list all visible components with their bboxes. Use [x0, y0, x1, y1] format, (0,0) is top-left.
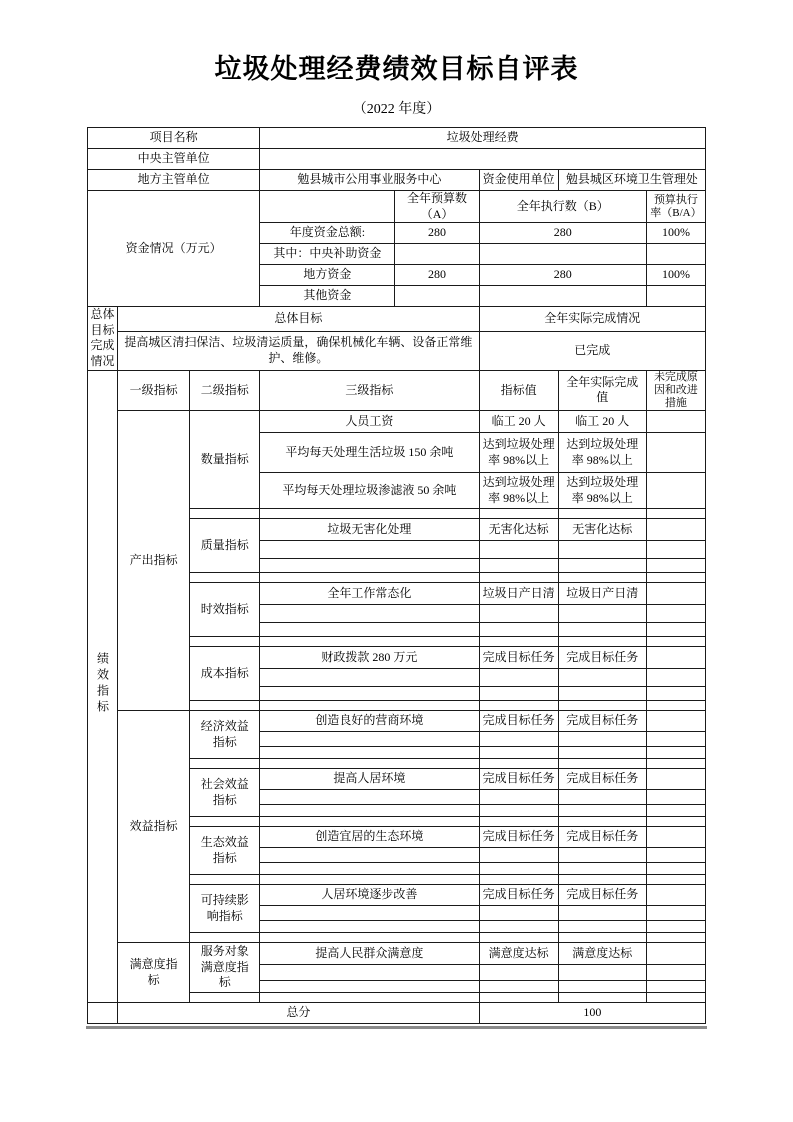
empty-cell	[479, 623, 558, 637]
level1-satisfaction: 满意度指标	[118, 943, 190, 1003]
empty-cell	[260, 759, 479, 769]
empty-cell	[558, 669, 646, 687]
empty-cell	[479, 637, 558, 647]
empty-cell	[646, 605, 705, 623]
empty-cell	[646, 732, 705, 747]
value-cell: 达到垃圾处理率 98%以上	[479, 473, 558, 509]
level2-cost: 成本指标	[190, 647, 260, 701]
empty-cell	[646, 817, 705, 827]
empty-cell	[558, 605, 646, 623]
empty-cell	[646, 906, 705, 921]
empty-cell	[260, 906, 479, 921]
value-cell: 完成目标任务	[479, 769, 558, 790]
empty-cell	[558, 805, 646, 817]
funds-row-label: 地方资金	[260, 265, 395, 286]
overall-goal-table	[87, 306, 706, 370]
empty-cell	[260, 605, 479, 623]
overall-actual-header: 全年实际完成情况	[479, 307, 705, 331]
level1-benefit: 效益指标	[118, 711, 190, 943]
empty-cell	[479, 964, 558, 980]
empty-cell	[260, 747, 479, 759]
overall-actual-text: 已完成	[479, 331, 705, 370]
actual-cell: 完成目标任务	[558, 647, 646, 669]
total-score-label: 总分	[118, 1003, 480, 1024]
value-cell: 无害化达标	[479, 519, 558, 541]
empty-cell	[646, 790, 705, 805]
empty-cell	[260, 669, 479, 687]
empty-cell	[479, 805, 558, 817]
empty-cell	[479, 993, 558, 1003]
empty-cell	[646, 980, 705, 992]
empty-cell	[260, 848, 479, 863]
actual-cell: 完成目标任务	[558, 827, 646, 848]
overall-goal-header: 总体目标	[118, 307, 480, 331]
empty-cell	[479, 669, 558, 687]
empty-cell	[646, 573, 705, 583]
empty-cell	[646, 637, 705, 647]
empty-cell	[479, 980, 558, 992]
empty-cell	[646, 541, 705, 559]
empty-cell	[646, 747, 705, 759]
level3-cell: 全年工作常态化	[260, 583, 479, 605]
empty-cell	[558, 921, 646, 933]
empty-cell	[646, 875, 705, 885]
executed-value	[479, 286, 646, 307]
funds-col-budget: 全年预算数（A）	[395, 191, 479, 223]
empty-cell	[479, 817, 558, 827]
empty-cell	[479, 790, 558, 805]
level2-ecological: 生态效益指标	[190, 827, 260, 875]
empty-cell	[558, 541, 646, 559]
header-note: 未完成原因和改进措施	[646, 370, 705, 411]
empty-cell	[646, 863, 705, 875]
empty-cell	[646, 964, 705, 980]
funds-row-label: 其他资金	[260, 286, 395, 307]
empty-cell	[479, 863, 558, 875]
header-level3: 三级指标	[260, 370, 479, 411]
empty-cell	[646, 509, 705, 519]
actual-cell: 临工 20 人	[558, 411, 646, 433]
empty-cell	[558, 875, 646, 885]
empty-cell	[190, 573, 260, 583]
empty-cell	[260, 993, 479, 1003]
level2-economic: 经济效益指标	[190, 711, 260, 759]
actual-cell: 达到垃圾处理率 98%以上	[558, 473, 646, 509]
rate-value	[646, 286, 705, 307]
empty-cell	[190, 509, 260, 519]
executed-value: 280	[479, 265, 646, 286]
note-cell	[646, 411, 705, 433]
note-cell	[646, 583, 705, 605]
local-unit-label: 地方主管单位	[88, 170, 260, 191]
level2-social: 社会效益指标	[190, 769, 260, 817]
rate-value: 100%	[646, 223, 705, 244]
empty-cell	[646, 933, 705, 943]
level2-sustainability: 可持续影响指标	[190, 885, 260, 933]
indicator-row	[88, 711, 706, 732]
level2-quantity: 数量指标	[190, 411, 260, 509]
header-level2: 二级指标	[190, 370, 260, 411]
overall-content-row	[88, 331, 706, 370]
value-cell: 满意度达标	[479, 943, 558, 965]
empty-cell	[190, 875, 260, 885]
empty-cell	[190, 817, 260, 827]
empty-cell	[558, 863, 646, 875]
empty-cell	[558, 980, 646, 992]
empty-cell	[260, 509, 479, 519]
budget-value: 280	[395, 265, 479, 286]
empty-cell	[479, 759, 558, 769]
overall-section-label: 总体目标完成情况	[88, 307, 118, 370]
funds-row-label: 其中：中央补助资金	[260, 244, 395, 265]
empty-cell	[646, 759, 705, 769]
level2-service-satisfaction: 服务对象满意度指标	[190, 943, 260, 993]
empty-cell	[260, 559, 479, 573]
empty-cell	[479, 875, 558, 885]
indicators-header-row	[88, 370, 706, 411]
empty-cell	[190, 933, 260, 943]
value-cell: 完成目标任务	[479, 827, 558, 848]
indicator-row	[88, 411, 706, 433]
value-cell: 达到垃圾处理率 98%以上	[479, 433, 558, 473]
page-title: 垃圾处理经费绩效目标自评表	[214, 54, 579, 84]
note-cell	[646, 943, 705, 965]
empty-cell	[479, 687, 558, 701]
empty-cell	[190, 993, 260, 1003]
funds-col-rate: 预算执行率（B/A）	[646, 191, 705, 223]
central-unit-row	[88, 149, 706, 170]
level3-cell: 人员工资	[260, 411, 479, 433]
level3-cell: 创造良好的营商环境	[260, 711, 479, 732]
empty-cell	[260, 623, 479, 637]
header-value: 指标值	[479, 370, 558, 411]
header-actual: 全年实际完成值	[558, 370, 646, 411]
note-cell	[646, 827, 705, 848]
empty-cell	[558, 848, 646, 863]
funds-header-row	[88, 191, 706, 223]
empty-cell	[646, 559, 705, 573]
note-cell	[646, 885, 705, 906]
empty-cell	[260, 817, 479, 827]
empty-cell	[558, 747, 646, 759]
central-unit-value	[260, 149, 706, 170]
actual-cell: 垃圾日产日清	[558, 583, 646, 605]
value-cell: 垃圾日产日清	[479, 583, 558, 605]
empty-cell	[558, 509, 646, 519]
executed-value: 280	[479, 223, 646, 244]
rate-value: 100%	[646, 265, 705, 286]
empty-cell	[479, 848, 558, 863]
rate-value	[646, 244, 705, 265]
empty-cell	[646, 993, 705, 1003]
actual-cell: 完成目标任务	[558, 711, 646, 732]
empty-cell	[646, 701, 705, 711]
indicator-row	[88, 943, 706, 965]
empty-cell	[479, 732, 558, 747]
overall-goal-text: 提高城区清扫保洁、垃圾清运质量，确保机械化车辆、设备正常维护、维修。	[118, 331, 480, 370]
empty-cell	[558, 732, 646, 747]
funds-table	[87, 190, 706, 307]
page-subtitle: （2022 年度）	[352, 102, 441, 118]
budget-value	[395, 286, 479, 307]
empty-cell	[260, 933, 479, 943]
empty-cell	[260, 863, 479, 875]
empty-cell	[190, 637, 260, 647]
level3-cell: 人居环境逐步改善	[260, 885, 479, 906]
funds-section-label: 资金情况（万元）	[88, 191, 260, 307]
info-table	[87, 127, 706, 191]
local-unit-row	[88, 170, 706, 191]
level3-cell: 平均每天处理生活垃圾 150 余吨	[260, 433, 479, 473]
note-cell	[646, 519, 705, 541]
empty-cell	[558, 573, 646, 583]
empty-cell	[260, 701, 479, 711]
local-unit-value: 勉县城市公用事业服务中心	[260, 170, 479, 191]
value-cell: 完成目标任务	[479, 885, 558, 906]
empty-cell	[558, 687, 646, 701]
level3-cell: 平均每天处理垃圾渗滤液 50 余吨	[260, 473, 479, 509]
empty-cell	[479, 701, 558, 711]
empty-cell	[260, 191, 395, 223]
empty-cell	[646, 623, 705, 637]
executed-value	[479, 244, 646, 265]
empty-cell	[260, 980, 479, 992]
empty-cell	[260, 790, 479, 805]
level2-quality: 质量指标	[190, 519, 260, 573]
level1-output: 产出指标	[118, 411, 190, 711]
indicators-table	[87, 370, 706, 1003]
empty-cell	[479, 906, 558, 921]
empty-cell	[260, 573, 479, 583]
indicators-section-label: 绩效指标	[88, 370, 118, 1002]
note-cell	[646, 433, 705, 473]
empty-cell	[558, 623, 646, 637]
total-score-value: 100	[479, 1003, 705, 1024]
project-label: 项目名称	[88, 128, 260, 149]
level3-cell: 提高人居环境	[260, 769, 479, 790]
empty-cell	[260, 732, 479, 747]
empty-cell	[558, 701, 646, 711]
budget-value: 280	[395, 223, 479, 244]
overall-header-row	[88, 307, 706, 331]
empty-cell	[479, 541, 558, 559]
empty-cell	[190, 701, 260, 711]
empty-cell	[558, 637, 646, 647]
empty-cell	[646, 669, 705, 687]
empty-cell	[558, 559, 646, 573]
empty-cell	[479, 573, 558, 583]
empty-cell	[260, 964, 479, 980]
empty-cell	[479, 747, 558, 759]
level3-cell: 财政拨款 280 万元	[260, 647, 479, 669]
empty-cell	[260, 921, 479, 933]
note-cell	[646, 711, 705, 732]
fund-user-label: 资金使用单位	[479, 170, 558, 191]
empty-cell	[558, 933, 646, 943]
project-row	[88, 128, 706, 149]
empty-cell	[558, 759, 646, 769]
level3-cell: 提高人民群众满意度	[260, 943, 479, 965]
actual-cell: 满意度达标	[558, 943, 646, 965]
empty-cell	[479, 559, 558, 573]
budget-value	[395, 244, 479, 265]
empty-cell	[260, 805, 479, 817]
note-cell	[646, 769, 705, 790]
empty-cell	[479, 605, 558, 623]
empty-cell	[646, 687, 705, 701]
central-unit-label: 中央主管单位	[88, 149, 260, 170]
actual-cell: 完成目标任务	[558, 885, 646, 906]
empty-cell	[646, 848, 705, 863]
empty-cell	[558, 993, 646, 1003]
total-score-table	[87, 1002, 706, 1024]
level3-cell: 垃圾无害化处理	[260, 519, 479, 541]
actual-cell: 完成目标任务	[558, 769, 646, 790]
funds-col-executed: 全年执行数（B）	[479, 191, 646, 223]
empty-cell	[479, 921, 558, 933]
empty-cell	[646, 921, 705, 933]
page-bottom-rule	[86, 1026, 707, 1029]
empty-cell	[558, 906, 646, 921]
empty-cell	[479, 933, 558, 943]
empty-cell	[558, 964, 646, 980]
empty-cell	[260, 637, 479, 647]
project-value: 垃圾处理经费	[260, 128, 706, 149]
funds-row-label: 年度资金总额:	[260, 223, 395, 244]
empty-cell	[88, 1003, 118, 1024]
actual-cell: 达到垃圾处理率 98%以上	[558, 433, 646, 473]
note-cell	[646, 473, 705, 509]
header-level1: 一级指标	[118, 370, 190, 411]
level3-cell: 创造宜居的生态环境	[260, 827, 479, 848]
value-cell: 完成目标任务	[479, 647, 558, 669]
value-cell: 临工 20 人	[479, 411, 558, 433]
value-cell: 完成目标任务	[479, 711, 558, 732]
empty-cell	[558, 817, 646, 827]
empty-cell	[479, 509, 558, 519]
actual-cell: 无害化达标	[558, 519, 646, 541]
empty-cell	[260, 541, 479, 559]
total-score-row	[88, 1003, 706, 1024]
empty-cell	[260, 875, 479, 885]
empty-cell	[646, 805, 705, 817]
empty-cell	[260, 687, 479, 701]
empty-cell	[558, 790, 646, 805]
level2-timeliness: 时效指标	[190, 583, 260, 637]
fund-user-value: 勉县城区环境卫生管理处	[558, 170, 705, 191]
empty-cell	[190, 759, 260, 769]
note-cell	[646, 647, 705, 669]
